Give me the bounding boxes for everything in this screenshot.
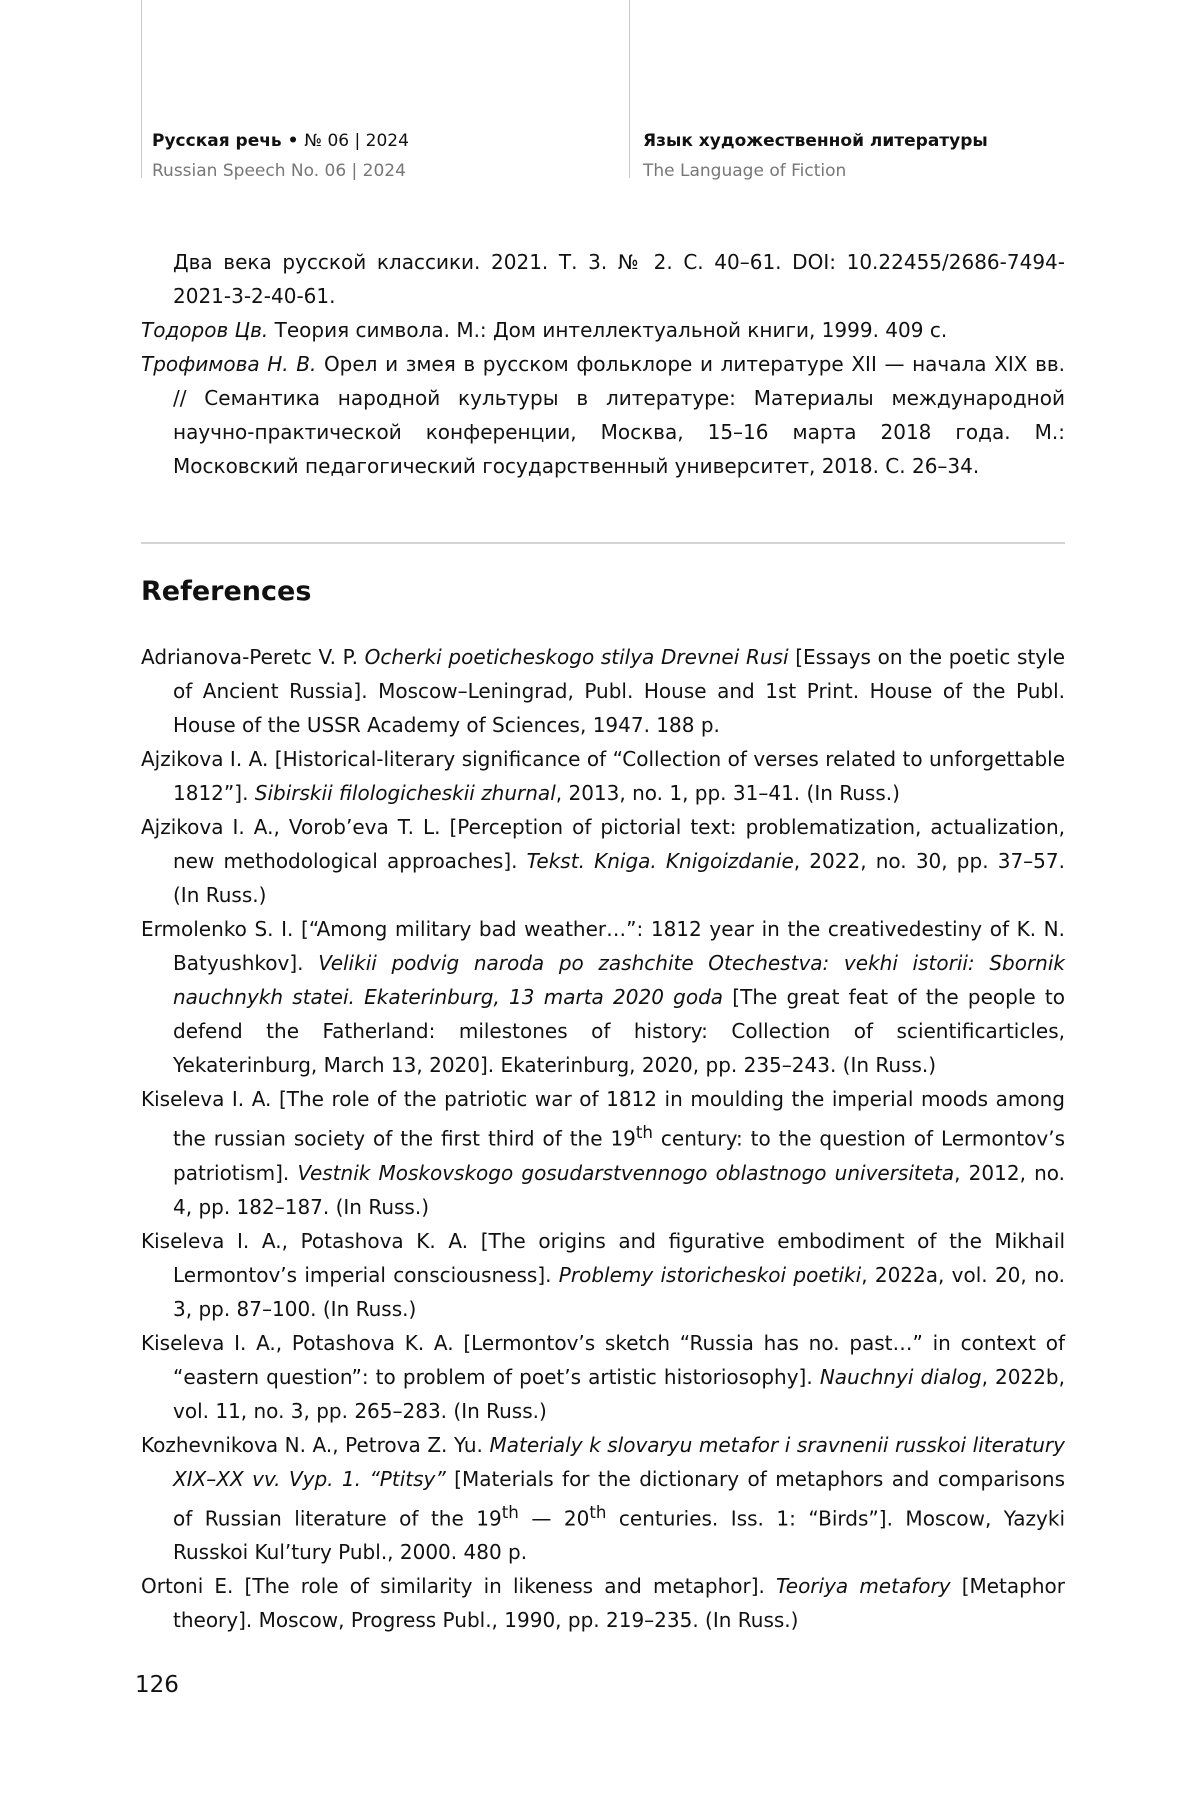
references-heading: References xyxy=(141,576,312,607)
reference-item: Ajzikova I. A., Vorob’eva T. L. [Perception of pictorial text: problematization, actualization, new methodological approaches]. Tekst. Kniga. Knigoizdanie, 2022, no. 30, pp. 37–57. (In Russ.) xyxy=(141,815,1065,907)
reference-item: Kiseleva I. A., Potashova K. A. [The origins and figurative embodiment of the Mikhail Lermontov’s imperial consciousness]. Problemy istoricheskoi poetiki, 2022a, vol. 20, no. 3, pp. 87–100. (In Russ.) xyxy=(141,1228,1065,1321)
journal-title-en: Russian Speech No. 06 | 2024 xyxy=(152,161,406,181)
reference-item: Kiseleva I. A., Potashova K. A. [Lermontov’s sketch “Russia has no. past…” in context of “eastern question”: to problem of poet’s artistic historiosophy]. Nauchnyi dialog, 2022b, vol. 11, no. 3, pp. 265–283. (In Russ.) xyxy=(141,1330,1065,1423)
header-journal: Русская речь • № 06 | 2024 Russian Speech No. 06 | 2024 xyxy=(152,126,409,186)
section-title-en: The Language of Fiction xyxy=(643,161,847,181)
ref-todorov: Тодоров Цв. Теория символа. М.: Дом интеллектуальной книги, 1999. 409 с. xyxy=(141,318,948,342)
reference-item: Kozhevnikova N. A., Petrova Z. Yu. Materialy k slovaryu metafor i sravnenii russkoi literatury XIX–XX vv. Vyp. 1. “Ptitsy” [Materials for the dictionary of metaphors and comparisons of Russian literature of the 19th — 20th centuries. Iss. 1: “Birds”]. Moscow, Yazyki Russkoi Kul’tury Publ., 2000. 480 p. xyxy=(141,1432,1065,1565)
reference-item: Kiseleva I. A. [The role of the patriotic war of 1812 in moulding the imperial moods among the russian society of the first third of the 19th century: to the question of Lermontov’s patriotism]. Vestnik Moskovskogo gosudarstvennogo oblastnogo universiteta, 2012, no. 4, pp. 182–187. (In Russ.) xyxy=(141,1087,1065,1219)
reference-item: Ortoni E. [The role of similarity in likeness and metaphor]. Teoriya metafory [Metaphor theory]. Moscow, Progress Publ., 1990, pp. 219–235. (In Russ.) xyxy=(141,1574,1065,1633)
ref-trofimova: Трофимова Н. В. Орел и змея в русском фольклоре и литературе XII — начала XIX вв. // Семантика народной культуры в литературе: Материалы международной научно-практической конференции, Москва, 15–16 марта 2018 года. М.: Московский педагогический государственный университет, 2018. С. 26–34. xyxy=(141,352,1065,478)
header-divider-right xyxy=(629,0,630,178)
header-section xyxy=(643,126,988,186)
reference-item: Ajzikova I. A. [Historical-literary significance of “Collection of verses related to unforgettable 1812”]. Sibirskii filologicheskii zhurnal, 2013, no. 1, pp. 31–41. (In Russ.) xyxy=(141,747,1065,805)
section-divider xyxy=(141,542,1065,544)
references-list xyxy=(141,640,1065,1637)
section-title-ru: Язык художественной литературы xyxy=(643,131,988,151)
reference-item: Adrianova-Peretc V. P. Ocherki poeticheskogo stilya Drevnei Rusi [Essays on the poetic style of Ancient Russia]. Moscow–Leningrad, Publ. House and 1st Print. House of the Publ. House of the USSR Academy of Sciences, 1947. 188 p. xyxy=(141,645,1065,737)
reference-item: Ermolenko S. I. [“Among military bad weather…”: 1812 year in the creativedestiny of K. N. Batyushkov]. Velikii podvig naroda po zashchite Otechestva: vekhi istorii: Sbornik nauchnykh statei. Ekaterinburg, 13 marta 2020 goda [The great feat of the people to defend the Fatherland: milestones of history: Collection of scientificarticles, Yekaterinburg, March 13, 2020]. Ekaterinburg, 2020, pp. 235–243. (In Russ.) xyxy=(141,917,1066,1077)
issue-ru: № 06 | 2024 xyxy=(304,131,409,151)
ref-continued: Два века русской классики. 2021. Т. 3. № 2. С. 40–61. DOI: 10.22455/2686-7494-2021-3-2-40-61. xyxy=(173,250,1065,308)
header-divider-left xyxy=(141,0,142,178)
ru-references xyxy=(141,245,1065,483)
journal-title-ru: Русская речь xyxy=(152,131,282,151)
page-number: 126 xyxy=(135,1672,179,1698)
